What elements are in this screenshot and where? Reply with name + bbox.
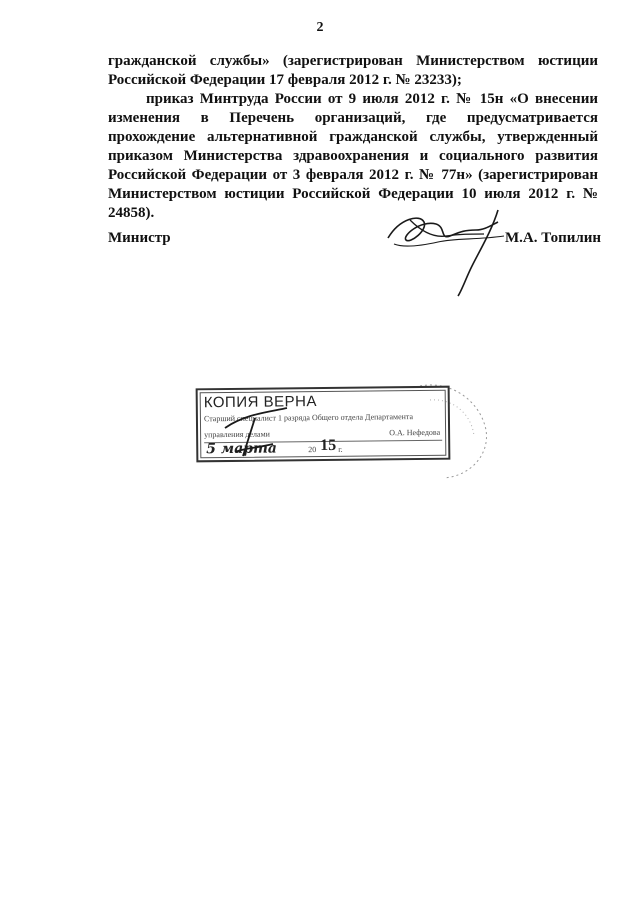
stamp-department-line: управления делами [204,429,270,440]
paragraph-order-reference: приказ Минтруда России от 9 июля 2012 г. № 15н «О внесении изменения в Перечень организаций, где предусматривается прохождение альтернативной гражданской службы, утвержденный приказом Министерства здравоохранения и социального развития Российской Федерации от 3 февраля 2012 г. № 77н» (зарегистрирован Министерством юстиции Российской Федерации 10 июля 2012 г. № 24858). [108,91,598,221]
stamp-handwritten-date: 5 марта [206,440,278,458]
handwritten-signature [380,200,520,300]
stamp-year-prefix: 20 [308,445,317,455]
minister-name: М.А. Топилин [505,230,602,246]
page-number: 2 [316,20,324,35]
stamp-year-suffix: г. [338,444,343,454]
stamp-handwritten-year: 15 [320,436,337,455]
paragraph-continuation: гражданской службы» (зарегистрирован Министерством юстиции Российской Федерации 17 февраля 2012 г. № 23233); [108,53,598,88]
stamp-signer-name: О.А. Нефедова [389,427,441,438]
stamp-handwritten-initial [185,378,305,468]
stamp-title: КОПИЯ ВЕРНА [203,393,318,412]
stamp-position-line: Старший специалист 1 разряда Общего отдела Департамента [203,412,414,424]
document-body [108,52,598,223]
minister-title: Министр [108,230,171,246]
